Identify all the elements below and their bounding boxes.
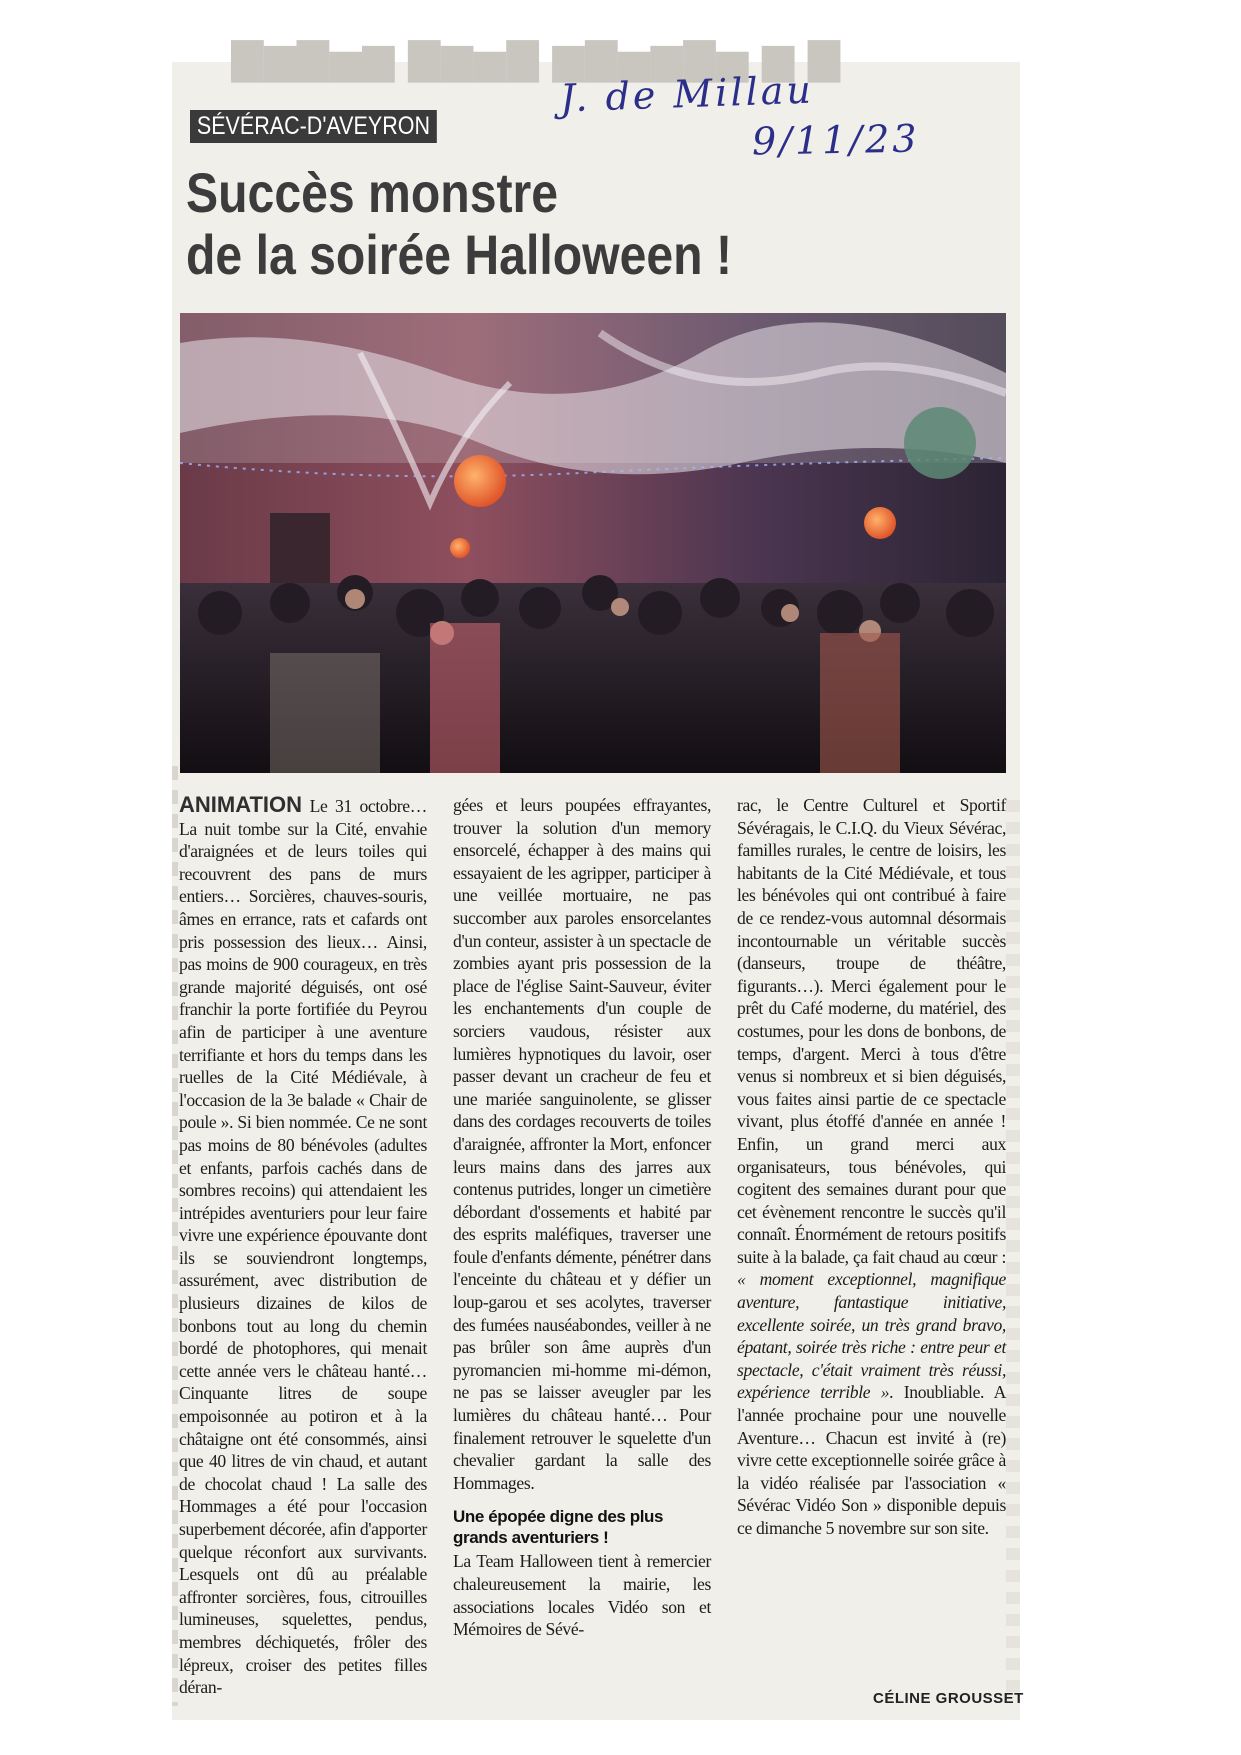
bleed-through-text: ▇▆▇▅▆ ▇▆▅▇ ▆▇▅▆▇▅ ▆ ▇: [232, 37, 842, 81]
author-byline: CÉLINE GROUSSET: [873, 1690, 1024, 1707]
article-column-1: [179, 794, 427, 1699]
event-photo: [180, 313, 1006, 773]
halloween-crowd-photo: [180, 313, 1006, 773]
article-column-2: [453, 794, 711, 1641]
lead-word: ANIMATION: [179, 792, 303, 817]
handwritten-date: 9/11/23: [751, 116, 920, 164]
column-3-text-end: . Inoubliable. A l'année prochaine pour une nouvelle Aventure… Chacun est invité à (re) vivre cette exceptionnelle soirée grâce à la vidéo réalisée par l'association « Sévérac Vidéo Son » disponible depuis ce dimanche 5 novembre sur son site.: [737, 1382, 1006, 1538]
column-3-text: rac, le Centre Culturel et Sportif Sévéragais, le C.I.Q. du Vieux Sévérac, familles rurales, le centre de loisirs, les habitants de la Cité Médiévale, et tous les bénévoles qui ont contribué à faire de ce rendez-vous automnal désormais incontournable un véritable succès (danseurs, troupe de théâtre, figurants…). Merci également pour le prêt du Café moderne, du matériel, des costumes, pour les dons de bonbons, de temps, d'argent. Merci à tous d'être venus si nombreux et si bien déguisés, vous faites ainsi partie de ce spectacle vivant, plus étoffé d'année en année ! Enfin, un grand merci aux organisateurs, tous bénévoles, qui cogitent des semaines durant pour que cet évènement rencontre le succès qu'il connaît. Énormément de retours positifs suite à la balade, ça fait chaud au cœur :: [737, 795, 1006, 1267]
adjacent-column-edge-right: [1006, 800, 1020, 1700]
article-paragraph: [179, 794, 427, 1699]
column-1-text: Le 31 octobre… La nuit tombe sur la Cité, envahie d'araignées et de leurs toiles qui recouvrent des pans de murs entiers… Sorcières, chauves-souris, âmes en errance, rats et cafards ont pris possession des lieux… Ainsi, pas moins de 900 courageux, en très grande majorité déguisés, ont osé franchir la porte fortifiée du Peyrou afin de participer à une aventure terrifiante et hors du temps dans les ruelles de la Cité Médiévale, à l'occasion de la 3e balade « Chair de poule ». Si bien nommée. Ce ne sont pas moins de 80 bénévoles (adultes et enfants, parfois cachés dans de sombres recoins) qui attendaient les intrépides aventuriers pour leur faire vivre une expérience épouvante dont ils se souviendront longtemps, assurément, avec distribution de plusieurs dizaines de kilos de bonbons tout au long du chemin bordé de photophores, qui menait cette année vers le château hanté… Cinquante litres de soupe empoisonnée au potiron et à la châtaigne ont été consommés, ainsi que 40 litres de vin chaud, et autant de chocolat chaud ! La salle des Hommages a été pour l'occasion superbement décorée, afin d'apporter quelque réconfort aux survivants. Lesquels ont dû au préalable affronter sorcières, fous, citrouilles lumineuses, squelettes, pendus, membres déchiquetés, frôler des lépreux, croiser des petites filles déran-: [179, 796, 427, 1698]
headline-line-1: Succès monstre: [186, 161, 559, 224]
section-rubric: SÉVÉRAC-D'AVEYRON: [190, 110, 437, 143]
headline: [186, 162, 891, 286]
testimonial-quote: « moment exceptionnel, magnifique aventure, fantastique initiative, excellente soirée, un très grand bravo, épatant, soirée très riche : entre peur et spectacle, c'était vraiment très réussi, expérience terrible »: [737, 1269, 1006, 1403]
article-column-3: [737, 794, 1006, 1540]
subheading: Une épopée digne des plus grands aventuriers !: [453, 1507, 664, 1548]
column-2-text: gées et leurs poupées effrayantes, trouver la solution d'un memory ensorcelé, échapper à des mains qui essayaient de les agripper, participer à une veillée mortuaire, ne pas succomber aux paroles ensorcelantes d'un conteur, assister à un spectacle de zombies ayant pris possession de la place de l'église Saint-Sauveur, éviter les enchantements d'un couple de sorciers vaudous, résister aux lumières hypnotiques du lavoir, oser passer devant un cracheur de feu et une mariée sanguinolente, se glisser dans des cordages recouverts de toiles d'araignée, affronter la Mort, enfoncer leurs mains dans des jarres aux contenus putrides, longer un cimetière débordant d'ossements et habité par des esprits maléfiques, traverser une foule d'enfants démente, pénétrer dans l'enceinte du château et y défier un loup-garou et ses acolytes, traverser des fumées nauséabondes, veiller à ne pas brûler son âme auprès d'un pyromancien mi-homme mi-démon, ne pas se laisser aveugler par les lumières du château hanté… Pour finalement retrouver le squelette d'un chevalier gardant la salle des Hommages.: [453, 795, 711, 1493]
handwritten-publication: J. de Millau: [559, 67, 815, 121]
article-paragraph: [737, 794, 1006, 1540]
adjacent-column-edge: [172, 766, 178, 1706]
headline-line-2: de la soirée Halloween !: [186, 223, 733, 286]
column-2-text-continued: La Team Halloween tient à remercier chaleureusement la mairie, les associations locales Vidéo son et Mémoires de Sévé-: [453, 1551, 711, 1640]
